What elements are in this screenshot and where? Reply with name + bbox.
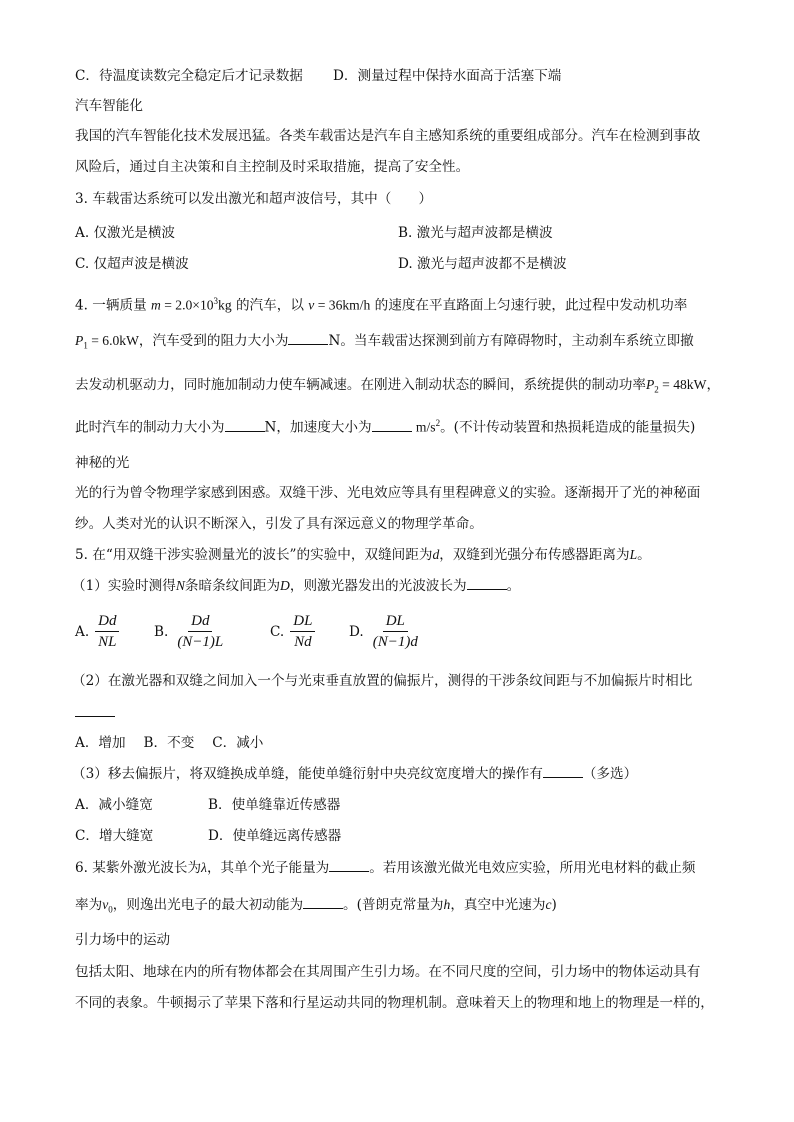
q5-text: （多选） (582, 766, 638, 782)
q4-mass-unit: kg (218, 297, 232, 313)
q4-text: 的汽车，以 (235, 297, 304, 314)
fraction (174, 612, 226, 651)
q6-text: ，则逸出光电子的最大初动能为 (112, 897, 304, 913)
section-car-para-2: 风险后，通过自主决策和自主控制及时采取措施，提高了安全性。 (75, 159, 470, 175)
q6-text: 6. 某紫外激光波长为 (75, 860, 202, 876)
q4-text: N。当车载雷达探测到前方有障碍物时，主动刹车系统立即撤 (328, 333, 694, 349)
q4-power1-symbol: P (75, 333, 84, 348)
q4-velocity-value: = 36km/h (314, 297, 371, 313)
q5-option-a (75, 612, 124, 651)
q4-text: 的速度在平直路面上匀速行驶，此过程中发动机功率 (374, 297, 688, 314)
fraction-numerator: Dd (95, 612, 119, 632)
q5-N-symbol: N (175, 578, 185, 593)
q4-blank-resistance[interactable] (288, 332, 328, 345)
q5-d-symbol: d (432, 547, 440, 562)
section-title-car: 汽车智能化 (75, 98, 143, 114)
q5-part2-blank-line (75, 703, 115, 723)
q5-option-c (270, 612, 319, 651)
fraction-numerator: DL (290, 612, 315, 632)
fraction (95, 612, 119, 651)
q6-blank-kinetic[interactable] (303, 896, 343, 909)
section-gravity-para-2: 不同的表象。牛顿揭示了苹果下落和行星运动共同的物理机制。意味着天上的物理和地上的物理是一样的， (75, 995, 714, 1011)
q6-text: 率为 (75, 897, 103, 913)
fraction-denominator: Nd (294, 634, 312, 650)
q4-power2-symbol: P (645, 377, 655, 392)
q5-blank-wavelength[interactable] (467, 577, 507, 590)
section-title-gravity: 引力场中的运动 (75, 932, 171, 948)
q4-mass-exp: 3 (213, 296, 219, 306)
q2-option-d: D．测量过程中保持水面高于活塞下端 (333, 68, 562, 84)
q6-nu-symbol: ν (102, 897, 109, 912)
q4-text: ，汽车受到的阻力大小为 (138, 333, 289, 349)
q5-text: ，则激光器发出的光波波长为 (289, 578, 467, 594)
q4-text: 去发动机驱动力，同时施加制动力使车辆减速。在刚进入制动状态的瞬间，系统提供的制动功率 (75, 377, 646, 393)
fraction-denominator: NL (98, 634, 117, 650)
section-gravity-para-1: 包括太阳、地球在内的所有物体都会在其周围产生引力场。在不同尺度的空间，引力场中的物体运动具有 (75, 964, 701, 980)
q6-nu-sub: 0 (108, 904, 113, 915)
q5-option-d (349, 612, 425, 651)
q4-text: 。(不计传动装置和热损耗造成的能量损失) (440, 419, 696, 436)
fraction-numerator: DL (383, 612, 408, 632)
q4-text: ， (706, 377, 721, 393)
q4-power2-sub: 2 (654, 384, 659, 395)
fraction-numerator: Dd (188, 612, 212, 632)
q4-mass-value: = 2.0×10 (160, 297, 214, 313)
q2-option-c: C．待温度读数完全稳定后才记录数据 (75, 68, 303, 84)
q3-option-a: A. 仅激光是横波 (75, 225, 176, 241)
q4-accel-exp: 2 (435, 418, 441, 428)
section-car-para-1: 我国的汽车智能化技术发展迅猛。各类车载雷达是汽车自主感知系统的重要组成部分。汽车在检测到事故 (75, 128, 701, 144)
q5-part1 (72, 576, 520, 596)
q4-velocity-symbol: v (308, 297, 315, 313)
q5-blank-multi[interactable] (543, 765, 583, 778)
option-label: C. (270, 623, 285, 640)
section-title-light: 神秘的光 (75, 455, 130, 471)
q5-option-b (154, 612, 230, 651)
q4-line-2 (75, 331, 694, 356)
q6-text: ) (551, 897, 557, 913)
q5-D-symbol: D (280, 578, 290, 593)
q6-c-symbol: c (545, 897, 552, 912)
q6-lambda-symbol: λ (201, 860, 207, 875)
q5-part2: （2）在激光器和双缝之间加入一个与光束垂直放置的偏振片，测得的干涉条纹间距与不加偏振片时相比 (72, 673, 693, 689)
q4-power2-value: = 48kW (658, 377, 707, 392)
q5-part2-options: A．增加 B．不变 C．减小 (75, 735, 264, 751)
q5-part3-option-b: B．使单缝靠近传感器 (208, 797, 341, 813)
q4-line-4 (75, 413, 695, 438)
section-light-para-2: 纱。人类对光的认识不断深入，引发了具有深远意义的物理学革命。 (75, 516, 483, 532)
q4-mass-symbol: m (151, 297, 161, 313)
option-label: B. (154, 623, 169, 640)
q4-power1-sub: 1 (83, 340, 88, 351)
q6-line-1 (75, 858, 696, 878)
q5-part3-option-a: A．减小缝宽 (75, 797, 153, 813)
q4-blank-brake-force[interactable] (225, 419, 265, 432)
q3-option-b: B. 激光与超声波都是横波 (398, 225, 553, 241)
q6-text: ，真空中光速为 (450, 897, 546, 913)
option-label: D. (349, 623, 364, 640)
q6-text: 。若用该激光做光电效应实验，所用光电材料的截止频 (369, 860, 696, 876)
fraction (290, 612, 315, 651)
q5-text: 。 (637, 547, 651, 563)
q3-option-d: D. 激光与超声波都不是横波 (398, 256, 567, 272)
q4-line-1 (75, 291, 687, 316)
q5-text: ，双缝到光强分布传感器距离为 (439, 547, 630, 563)
q3-stem: 3. 车载雷达系统可以发出激光和超声波信号，其中（ ） (75, 191, 433, 207)
fraction (370, 612, 421, 651)
q4-accel-unit: m/s (415, 419, 436, 435)
q5-stem (75, 545, 651, 565)
q5-part3-option-d: D．使单缝远离传感器 (208, 828, 342, 844)
q4-text: 此时汽车的制动力大小为 (75, 419, 225, 436)
q5-part3 (72, 764, 637, 784)
q4-text: N，加速度大小为 (264, 419, 372, 436)
q6-text: 。(普朗克常量为 (343, 897, 444, 913)
section-light-para-1: 光的行为曾令物理学家感到困惑。双缝干涉、光电效应等具有里程碑意义的实验。逐渐揭开了光的神秘面 (75, 485, 701, 501)
fraction-denominator: (N−1)L (177, 634, 224, 650)
q4-blank-acceleration[interactable] (372, 419, 412, 432)
q5-L-symbol: L (629, 547, 638, 562)
q5-blank-fringe[interactable] (75, 704, 115, 717)
q5-text: （1）实验时测得 (72, 578, 176, 594)
q6-line-2 (75, 895, 557, 920)
q5-text: 5. 在“用双缝干涉实验测量光的波长”的实验中，双缝间距为 (75, 547, 433, 563)
q5-text: （3）移去偏振片，将双缝换成单缝，能使单缝衍射中央亮纹宽度增大的操作有 (72, 766, 543, 782)
q3-option-c: C. 仅超声波是横波 (75, 256, 189, 272)
fraction-denominator: (N−1)d (372, 634, 418, 650)
q4-line-3 (75, 375, 720, 400)
q4-power1-value: = 6.0kW (87, 333, 139, 348)
q4-text: 4. 一辆质量 (75, 297, 147, 314)
q6-blank-energy[interactable] (329, 859, 369, 872)
q5-text: 。 (506, 578, 521, 594)
q5-text: 条暗条纹间距为 (184, 578, 281, 594)
q5-part3-option-c: C．增大缝宽 (75, 828, 154, 844)
option-label: A. (75, 623, 90, 640)
q6-text: ，其单个光子能量为 (206, 860, 330, 876)
q6-h-symbol: h (443, 897, 451, 912)
